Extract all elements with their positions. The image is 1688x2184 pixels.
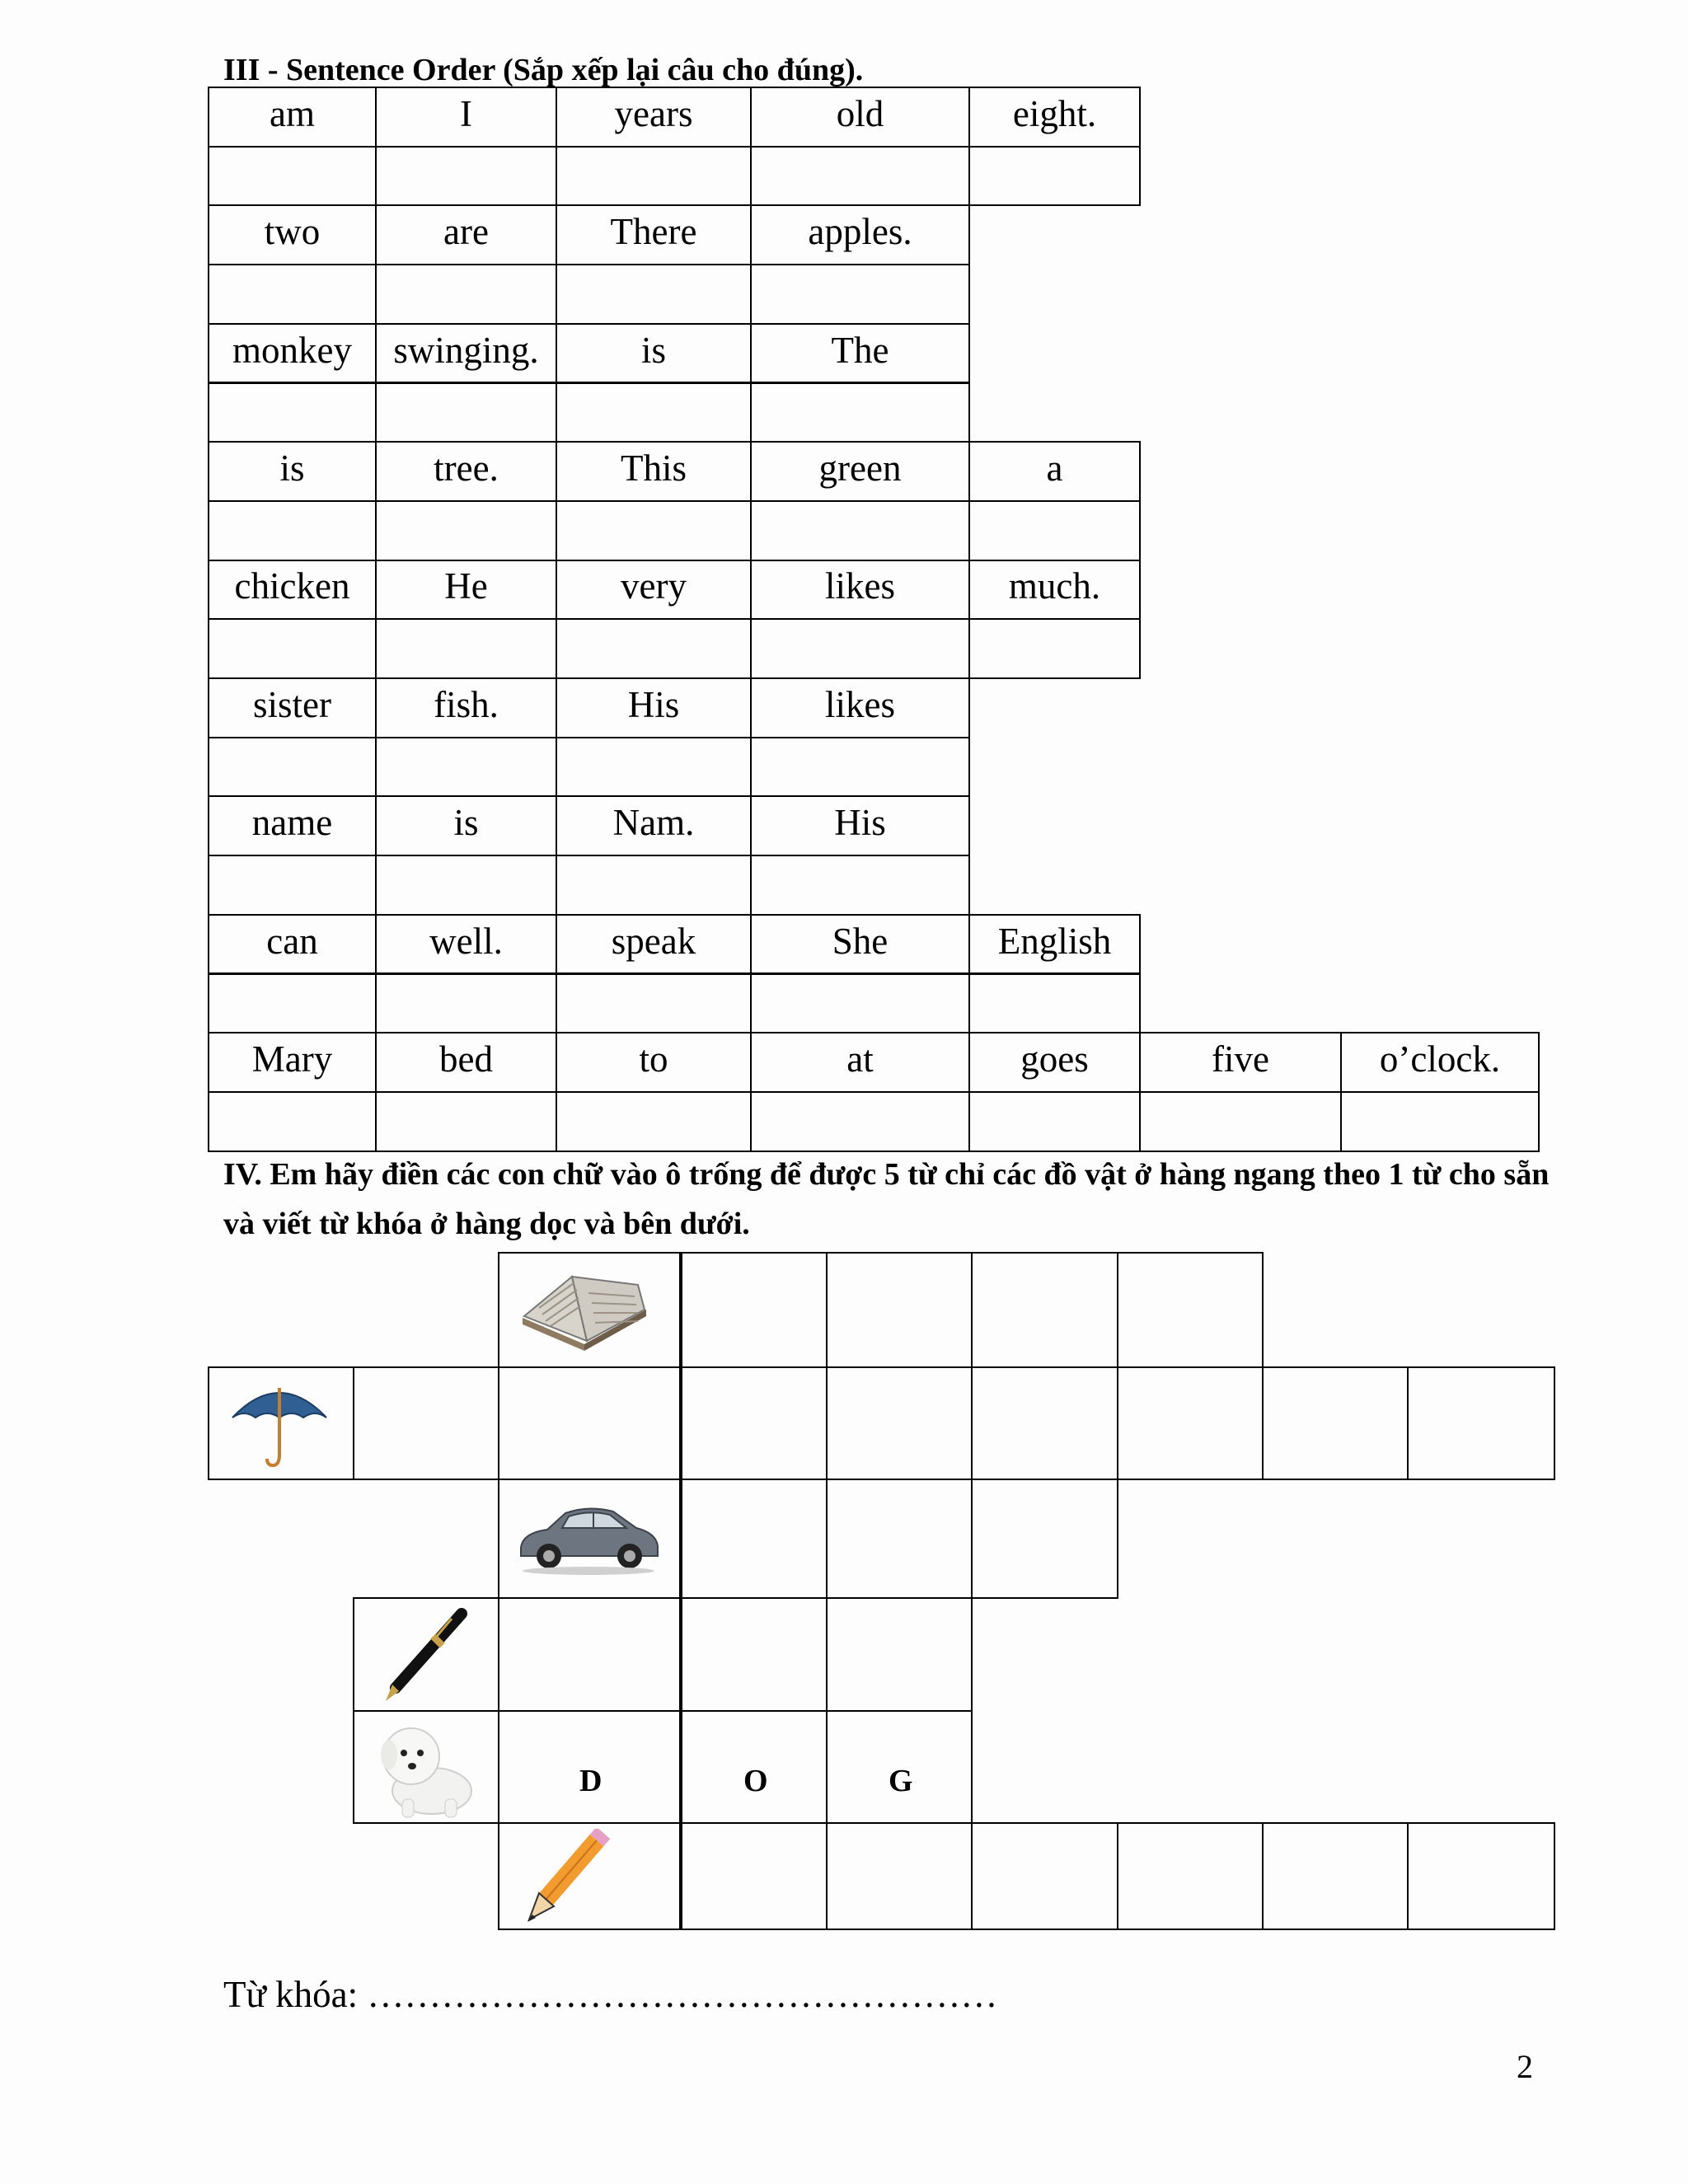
answer-cell[interactable] [556,737,752,798]
word-cell: a [968,441,1141,502]
crossword-cell[interactable] [1262,1366,1409,1480]
crossword-cell[interactable] [826,1597,973,1712]
answer-cell[interactable] [208,382,377,443]
answer-cell[interactable] [375,618,557,679]
crossword-cell[interactable] [498,1597,681,1712]
crossword-picture-cell [353,1710,499,1824]
word-cell: English [968,914,1141,975]
page-number: 2 [1517,2048,1533,2085]
answer-cell[interactable] [968,618,1141,679]
word-cell: can [208,914,377,975]
keyword-answer-line[interactable]: Từ khóa: …………………………………………… [223,1974,998,2015]
answer-cell[interactable] [375,737,557,798]
word-cell: o’clock. [1340,1032,1540,1093]
word-cell: much. [968,560,1141,621]
answer-cell[interactable] [375,1091,557,1152]
crossword-cell[interactable] [826,1822,973,1930]
answer-cell[interactable] [556,1091,752,1152]
answer-cell[interactable] [375,973,557,1034]
word-cell: bed [375,1032,557,1093]
answer-cell[interactable] [375,855,557,916]
word-cell: is [208,441,377,502]
crossword-cell[interactable] [1117,1822,1264,1930]
answer-cell[interactable] [750,973,970,1034]
answer-cell[interactable] [375,146,557,207]
word-cell: Nam. [556,795,752,856]
crossword-cell[interactable] [498,1366,681,1480]
word-cell: fish. [375,677,557,738]
answer-cell[interactable] [208,264,377,325]
crossword-cell[interactable] [826,1252,973,1368]
word-cell: She [750,914,970,975]
answer-cell[interactable] [556,855,752,916]
crossword-cell[interactable] [971,1479,1118,1599]
crossword-picture-cell [498,1479,681,1599]
answer-cell[interactable] [208,737,377,798]
answer-cell[interactable] [750,737,970,798]
word-cell: am [208,87,377,148]
word-cell: His [556,677,752,738]
crossword-letter: D [579,1764,603,1798]
pen-icon [371,1605,478,1704]
crossword-cell[interactable] [681,1252,828,1368]
word-cell: name [208,795,377,856]
word-cell: years [556,87,752,148]
word-cell: swinging. [375,323,557,384]
word-cell: eight. [968,87,1141,148]
crossword-letter: O [743,1764,768,1798]
answer-cell[interactable] [208,500,377,561]
answer-cell[interactable] [208,1091,377,1152]
answer-cell[interactable] [375,500,557,561]
word-cell: very [556,560,752,621]
word-cell: likes [750,677,970,738]
word-cell: chicken [208,560,377,621]
answer-cell[interactable] [750,146,970,207]
crossword-picture-cell [498,1252,681,1368]
word-cell: apples. [750,204,970,265]
word-cell: is [375,795,557,856]
word-cell: likes [750,560,970,621]
answer-cell[interactable] [375,382,557,443]
word-cell: old [750,87,970,148]
answer-cell[interactable] [556,264,752,325]
answer-cell[interactable] [375,264,557,325]
answer-cell[interactable] [968,973,1141,1034]
umbrella-icon [226,1376,333,1471]
crossword-picture-cell [498,1822,681,1930]
section-3-heading: III - Sentence Order (Sắp xếp lại câu cho đúng). [223,53,864,87]
answer-cell[interactable] [1139,1091,1342,1152]
answer-cell[interactable] [208,618,377,679]
word-cell: The [750,323,970,384]
word-cell: He [375,560,557,621]
crossword-cell[interactable] [826,1710,973,1824]
answer-cell[interactable] [750,618,970,679]
crossword-cell[interactable] [1407,1366,1555,1480]
crossword-letter: G [889,1764,913,1798]
word-cell: His [750,795,970,856]
dog-icon [366,1717,490,1820]
crossword-cell[interactable] [1117,1366,1264,1480]
answer-cell[interactable] [1340,1091,1540,1152]
word-cell: at [750,1032,970,1093]
answer-cell[interactable] [750,500,970,561]
answer-cell[interactable] [556,500,752,561]
crossword-cell[interactable] [1117,1252,1264,1368]
word-cell: Mary [208,1032,377,1093]
crossword-picture-cell [208,1366,354,1480]
answer-cell[interactable] [208,855,377,916]
crossword-cell[interactable] [971,1366,1118,1480]
word-cell: goes [968,1032,1141,1093]
car-icon [514,1497,663,1579]
crossword-cell[interactable] [826,1479,973,1599]
word-cell: green [750,441,970,502]
word-cell: I [375,87,557,148]
crossword-picture-cell [353,1597,499,1712]
crossword-cell[interactable] [498,1710,681,1824]
crossword-cell[interactable] [681,1366,828,1480]
word-cell: monkey [208,323,377,384]
crossword-cell[interactable] [353,1366,499,1480]
word-cell: two [208,204,377,265]
crossword-cell[interactable] [681,1710,828,1824]
word-cell: tree. [375,441,557,502]
word-cell: is [556,323,752,384]
answer-cell[interactable] [750,264,970,325]
answer-cell[interactable] [968,146,1141,207]
answer-cell[interactable] [208,146,377,207]
word-cell: sister [208,677,377,738]
crossword-cell[interactable] [1262,1822,1409,1930]
crossword-cell[interactable] [826,1366,973,1480]
answer-cell[interactable] [208,973,377,1034]
answer-cell[interactable] [556,382,752,443]
crossword-cell[interactable] [971,1822,1118,1930]
word-cell: five [1139,1032,1342,1093]
crossword-cell[interactable] [1407,1822,1555,1930]
crossword-cell[interactable] [681,1479,828,1599]
word-cell: to [556,1032,752,1093]
answer-cell[interactable] [750,382,970,443]
answer-cell[interactable] [750,1091,970,1152]
pencil-icon [518,1829,617,1926]
crossword-cell[interactable] [681,1822,828,1930]
answer-cell[interactable] [556,146,752,207]
word-cell: well. [375,914,557,975]
crossword-cell[interactable] [971,1252,1118,1368]
answer-cell[interactable] [556,973,752,1034]
answer-cell[interactable] [750,855,970,916]
crossword-cell[interactable] [681,1597,828,1712]
word-cell: This [556,441,752,502]
answer-cell[interactable] [556,618,752,679]
book-icon [514,1268,654,1359]
answer-cell[interactable] [968,500,1141,561]
word-cell: speak [556,914,752,975]
word-cell: There [556,204,752,265]
section-4-heading: IV. Em hãy điền các con chữ vào ô trống để được 5 từ chỉ các đồ vật ở hàng ngang theo 1 từ cho sẵn và viết từ khóa ở hàng dọc và bên dưới. [223,1157,1550,1241]
answer-cell[interactable] [968,1091,1141,1152]
word-cell: are [375,204,557,265]
